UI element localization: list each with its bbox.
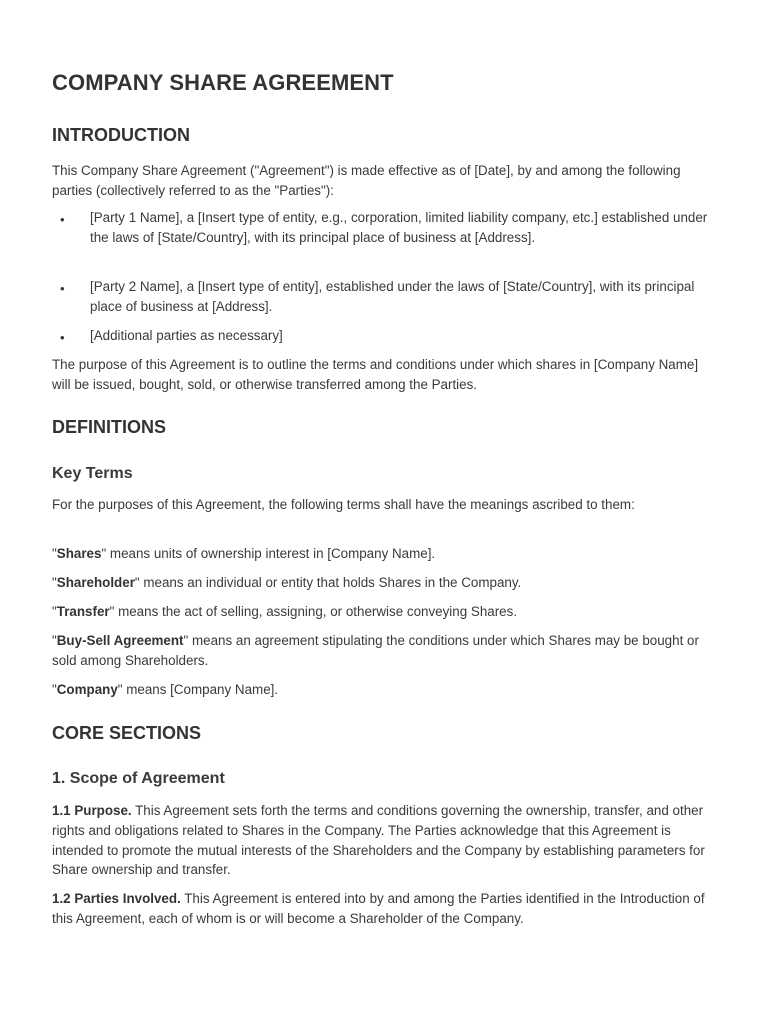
party-1-text: [Party 1 Name], a [Insert type of entity, e.g., corporation, limited liability company, etc.] established under the laws of [State/Country], with its principal place of business at [Address]. (90, 210, 708, 245)
key-terms-heading: Key Terms (52, 465, 133, 482)
scope-of-agreement-heading: 1. Scope of Agreement (52, 770, 225, 787)
term-label: Transfer (56, 604, 110, 619)
term-label: Shareholder (56, 575, 135, 590)
clause-label: 1.1 Purpose. (52, 803, 132, 818)
introduction-opening: This Company Share Agreement ("Agreement") is made effective as of [Date], by and among the following parties (collectively referred to as the "Parties"): (52, 163, 681, 198)
term-label: Shares (56, 546, 102, 561)
clause-1-1 (52, 801, 720, 880)
open-quote: " (52, 682, 57, 697)
term-definition: " means [Company Name]. (117, 682, 279, 697)
clause-text: This Agreement is entered into by and among the Parties identified in the Introduction of this Agreement, each of whom is or will become a Shareholder of the Company. (52, 891, 705, 926)
clause-1-2 (52, 889, 720, 929)
clause-label: 1.2 Parties Involved. (52, 891, 181, 906)
party-additional-text: [Additional parties as necessary] (90, 328, 283, 343)
open-quote: " (52, 575, 57, 590)
term-label: Buy-Sell Agreement (56, 633, 184, 648)
core-sections-heading: CORE SECTIONS (52, 723, 202, 743)
bullet-icon: • (60, 212, 65, 227)
bullet-icon: • (60, 281, 65, 296)
term-label: Company (56, 682, 118, 697)
document-title: COMPANY SHARE AGREEMENT (52, 70, 394, 95)
purpose-paragraph: The purpose of this Agreement is to outline the terms and conditions under which shares in [Company Name] will be issued, bought, sold, or otherwise transferred among the Parties. (52, 357, 699, 392)
open-quote: " (52, 546, 57, 561)
term-definition: " means an agreement stipulating the conditions under which Shares may be bought or sold among Shareholders. (52, 633, 699, 668)
term-definition: " means the act of selling, assigning, or otherwise conveying Shares. (109, 604, 518, 619)
definition-company (52, 680, 720, 700)
bullet-icon: • (60, 330, 65, 345)
definition-shareholder (52, 573, 720, 593)
introduction-heading: INTRODUCTION (52, 125, 190, 145)
open-quote: " (52, 604, 57, 619)
term-definition: " means units of ownership interest in [Company Name]. (101, 546, 436, 561)
term-definition: " means an individual or entity that holds Shares in the Company. (134, 575, 522, 590)
definition-transfer (52, 602, 720, 622)
definitions-heading: DEFINITIONS (52, 417, 167, 437)
definition-buy-sell-agreement (52, 631, 720, 671)
definitions-intro: For the purposes of this Agreement, the following terms shall have the meanings ascribed to them: (52, 497, 635, 512)
clause-text: This Agreement sets forth the terms and conditions governing the ownership, transfer, and other rights and obligations related to Shares in the Company. The Parties acknowledge that this Agreement is intended to promote the mutual interests of the Shareholders and the Company by establishing parameters for Share ownership and transfer. (52, 803, 705, 878)
open-quote: " (52, 633, 57, 648)
definition-shares (52, 544, 720, 564)
party-2-text: [Party 2 Name], a [Insert type of entity], established under the laws of [State/Country], with its principal place of business at [Address]. (90, 279, 695, 314)
